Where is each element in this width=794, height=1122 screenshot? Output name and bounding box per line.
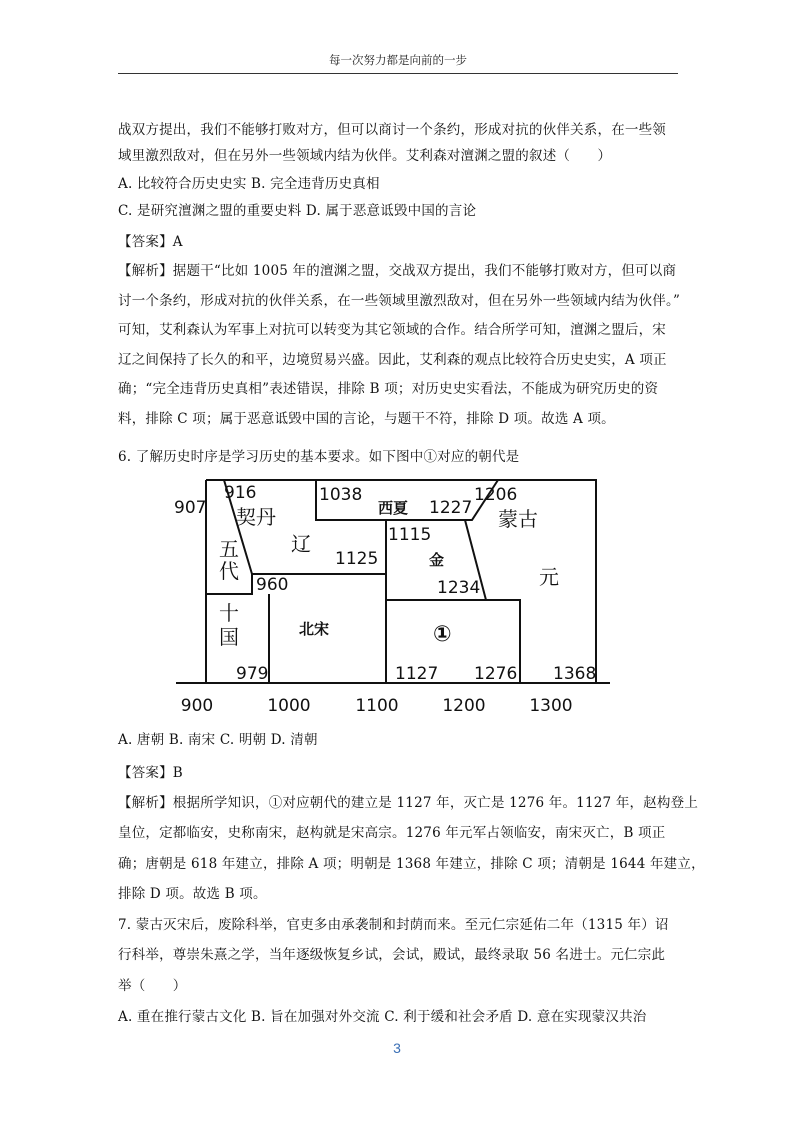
year-label: 1125: [335, 549, 379, 569]
region-label: 元: [539, 565, 559, 589]
year-label: 1234: [437, 578, 481, 598]
q6-analysis-line: 确；唐朝是 618 年建立，排除 A 项；明朝是 1368 年建立，排除 C 项；清朝是 1644 年建立，: [118, 856, 705, 872]
region-label: 契丹: [236, 505, 276, 529]
q7-options: A. 重在推行蒙古文化 B. 旨在加强对外交流 C. 利于缓和社会矛盾 D. 意在实现蒙汉共治: [118, 1009, 647, 1025]
year-label: 1115: [388, 525, 432, 545]
page-header-title: 每一次努力都是向前的一步: [329, 53, 467, 67]
year-label: 916: [224, 483, 257, 503]
axis-tick-label: 1300: [529, 696, 573, 716]
q6-options: A. 唐朝 B. 南宋 C. 明朝 D. 清朝: [118, 732, 318, 748]
region-label: 十: [219, 601, 239, 625]
region-label: 蒙古: [498, 507, 538, 531]
region-label: 金: [429, 551, 445, 569]
year-label: 1276: [474, 664, 518, 684]
q6-answer: 【答案】B: [118, 765, 183, 781]
q7-stem-line: 行科举，尊崇朱熹之学，当年逐级恢复乡试，会试，殿试，最终录取 56 名进士。元仁宗此: [118, 947, 666, 963]
region-label: 辽: [291, 532, 311, 556]
year-label: 1227: [429, 498, 473, 518]
q5-option-line: A. 比较符合历史史实 B. 完全违背历史真相: [118, 176, 380, 192]
region-label: 北宋: [299, 620, 330, 638]
axis-tick-label: 1100: [355, 696, 399, 716]
region-label: 五: [219, 537, 239, 561]
year-label: 1127: [395, 664, 439, 684]
q6-analysis-line: 皇位，定都临安，史称南宋，赵构就是宋高宗。1276 年元军占领临安，南宋灭亡，B 项正: [118, 825, 666, 841]
q6-analysis-line: 【解析】根据所学知识，①对应朝代的建立是 1127 年，灭亡是 1276 年。1127 年，赵构登上: [118, 795, 699, 811]
q6-analysis-line: 排除 D 项。故选 B 项。: [118, 886, 267, 902]
year-label: 907: [174, 498, 207, 518]
page-number: 3: [393, 1040, 401, 1056]
axis-tick-label: 1000: [267, 696, 311, 716]
region-label: 西夏: [378, 499, 409, 517]
region-label: 代: [219, 559, 239, 583]
q7-stem-line: 7. 蒙古灭宋后，废除科举，官吏多由承袭制和封荫而来。至元仁宗延佑二年（1315 年）诏: [118, 917, 669, 933]
q5-analysis-line: 【解析】据题干“比如 1005 年的澶渊之盟，交战双方提出，我们不能够打败对方，但可以商: [118, 263, 677, 279]
year-label: 1206: [474, 485, 518, 505]
q5-answer: 【答案】A: [118, 234, 183, 250]
dynasty-timeline-diagram: [165, 472, 615, 726]
header-divider: [118, 73, 678, 74]
q5-option-line: C. 是研究澶渊之盟的重要史料 D. 属于恶意诋毁中国的言论: [118, 203, 477, 219]
q5-analysis-line: 确；“完全违背历史真相”表述错误，排除 B 项；对历史史实看法，不能成为研究历史的资: [118, 381, 659, 397]
q6-stem: 6. 了解历史时序是学习历史的基本要求。如下图中①对应的朝代是: [118, 449, 520, 465]
year-label: 1368: [553, 664, 597, 684]
q5-analysis-line: 讨一个条约，形成对抗的伙伴关系，在一些领域里激烈敌对，但在另外一些领域内结为伙伴。”: [118, 293, 681, 309]
axis-tick-label: 1200: [442, 696, 486, 716]
year-label: 960: [256, 575, 289, 595]
q5-stem-line: 战双方提出，我们不能够打败对方，但可以商讨一个条约，形成对抗的伙伴关系，在一些领: [118, 122, 666, 138]
q5-analysis-line: 辽之间保持了长久的和平，边境贸易兴盛。因此，艾利森的观点比较符合历史史实，A 项正: [118, 352, 667, 368]
region-label: 国: [219, 625, 239, 649]
q5-analysis-line: 可知，艾利森认为军事上对抗可以转变为其它领域的合作。结合所学可知，澶渊之盟后，宋: [118, 322, 666, 338]
q5-analysis-line: 料，排除 C 项；属于恶意诋毁中国的言论，与题干不符，排除 D 项。故选 A 项。: [118, 411, 615, 427]
year-label: 1038: [319, 485, 363, 505]
q7-stem-line: 举（ ）: [118, 978, 187, 994]
axis-tick-label: 900: [180, 696, 214, 716]
year-label: 979: [236, 664, 269, 684]
q5-stem-line: 域里激烈敌对，但在另外一些领域内结为伙伴。艾利森对澶渊之盟的叙述（ ）: [118, 148, 612, 164]
circled-number-one: ①: [433, 622, 452, 647]
